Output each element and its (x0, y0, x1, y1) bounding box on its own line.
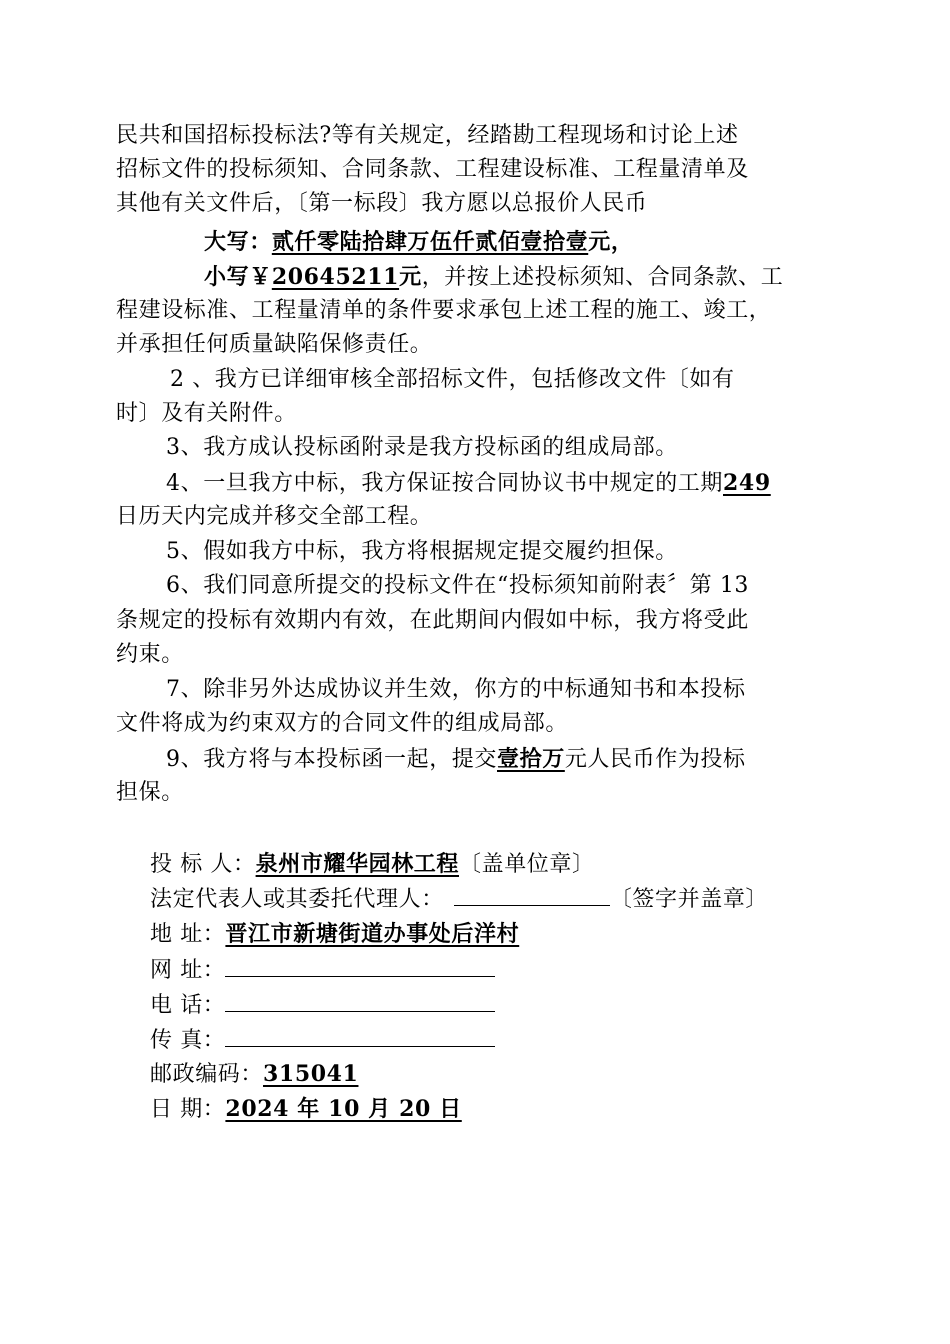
clause-2-line-2: 时〕及有关附件。 (116, 401, 297, 426)
amount-in-figures-rest: ，并按上述投标须知、合同条款、工 (421, 265, 784, 290)
clause-5: 5、假如我方中标，我方将根据规定提交履约担保。 (166, 539, 678, 564)
amount-in-words-line (204, 227, 633, 257)
representative-label: 法定代表人或其委托代理人： (150, 887, 444, 912)
amount-in-figures-label: 小写￥ (204, 264, 272, 290)
construction-period-days: 249 (723, 470, 771, 496)
clause-6-line-3: 约束。 (116, 642, 184, 667)
date-label: 日 期： (150, 1097, 226, 1122)
fax-row (150, 1024, 495, 1056)
phone-label: 电 话： (150, 993, 226, 1018)
amount-in-figures-line (204, 262, 783, 293)
bid-bond-amount: 壹拾万 (497, 746, 565, 772)
fax-label: 传 真： (150, 1028, 226, 1053)
representative-sign-note: 〔签字并盖章〕 (609, 887, 769, 912)
clause-9-line-2: 担保。 (116, 780, 184, 805)
clause-4-text: 4、一旦我方中标，我方保证按合同协议书中规定的工期 (166, 471, 723, 496)
bidder-row (150, 849, 595, 880)
date-value: 2024 年 10 月 20 日 (225, 1096, 462, 1122)
amount-in-words-value: 贰仟零陆拾肆万伍仟贰佰壹拾壹 (271, 229, 589, 255)
bidder-label: 投 标 人： (150, 852, 256, 877)
body-line-2: 招标文件的投标须知、合同条款、工程建设标准、工程量清单及 (116, 157, 749, 182)
website-field (225, 954, 495, 977)
clause-7-line-2: 文件将成为约束双方的合同文件的组成局部。 (116, 711, 569, 736)
clause-6-line-2: 条规定的投标有效期内有效，在此期间内假如中标，我方将受此 (116, 608, 749, 633)
address-label: 地 址： (150, 922, 226, 947)
clause-7-line-1: 7、除非另外达成协议并生效，你方的中标通知书和本投标 (166, 677, 746, 702)
bidder-seal-note: 〔盖单位章〕 (459, 852, 595, 877)
clause-6-line-1: 6、我们同意所提交的投标文件在“投标须知前附表〞第 13 (166, 573, 750, 598)
amount-in-figures-unit: 元 (399, 264, 422, 290)
postcode-value: 315041 (263, 1061, 359, 1087)
clause-4-line-1 (166, 468, 771, 499)
date-row (150, 1094, 462, 1125)
representative-row (150, 883, 768, 915)
clause-3: 3、我方成认投标函附录是我方投标函的组成局部。 (166, 435, 678, 460)
clause-9-line-1 (166, 744, 746, 775)
fax-field (225, 1024, 495, 1047)
amount-in-words-label: 大写： (204, 229, 272, 255)
representative-signature-field (454, 883, 610, 906)
address-row (150, 919, 519, 950)
website-label: 网 址： (150, 958, 226, 983)
body-line-3: 其他有关文件后，〔第一标段〕我方愿以总报价人民币 (116, 191, 648, 216)
clause-9-text-post: 元人民币作为投标 (564, 747, 746, 772)
postcode-label: 邮政编码： (150, 1062, 264, 1087)
clause-9-text-pre: 9、我方将与本投标函一起，提交 (166, 747, 497, 772)
amount-in-figures-value: 20645211 (271, 264, 400, 290)
body-line-1: 民共和国招标投标法?等有关规定，经踏勘工程现场和讨论上述 (116, 123, 739, 148)
body-line-7: 并承担任何质量缺陷保修责任。 (116, 332, 433, 357)
website-row (150, 954, 495, 986)
phone-field (225, 989, 495, 1012)
body-line-6: 程建设标准、工程量清单的条件要求承包上述工程的施工、竣工， (116, 298, 772, 323)
postcode-row (150, 1059, 358, 1090)
bidder-name: 泉州市耀华园林工程 (255, 851, 459, 877)
address-value: 晋江市新塘街道办事处后洋村 (225, 921, 520, 947)
clause-2-line-1: 2 、我方已详细审核全部招标文件，包括修改文件〔如有 (170, 367, 735, 392)
amount-in-words-suffix: 元， (588, 229, 634, 255)
clause-4-line-2: 日历天内完成并移交全部工程。 (116, 504, 433, 529)
phone-row (150, 989, 495, 1021)
